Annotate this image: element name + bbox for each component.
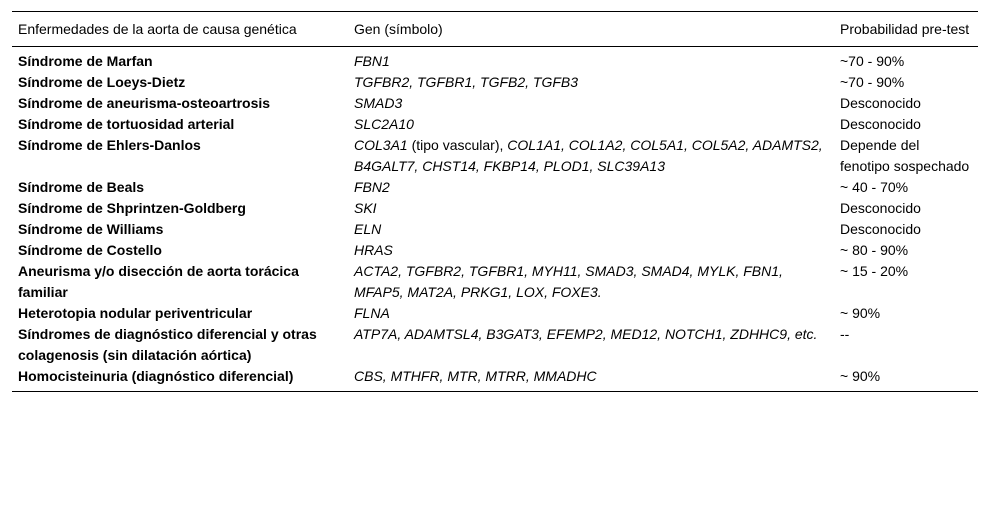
probability-cell: Desconocido: [840, 95, 921, 111]
disease-cell: Síndromes de diagnóstico diferencial y otras colagenosis (sin dilatación aórtica): [18, 326, 317, 363]
table-row: [12, 366, 978, 392]
gene-cell: FLNA: [354, 305, 390, 321]
header-disease: Enfermedades de la aorta de causa genética: [18, 21, 297, 37]
disease-cell: Aneurisma y/o disección de aorta torácica familiar: [18, 263, 299, 300]
probability-cell: ~ 40 - 70%: [840, 179, 909, 195]
gene-cell: FBN1: [354, 53, 390, 69]
gene-note: (tipo vascular),: [407, 137, 508, 153]
table-row: [12, 240, 978, 261]
table-row: [12, 72, 978, 93]
gene-cell: CBS, MTHFR, MTR, MTRR, MMADHC: [354, 368, 597, 384]
gene-list: COL1A1, COL1A2, COL5A1, COL5A2, ADAMTS2, B4GALT7, CHST14, FKBP14, PLOD1, SLC39A13: [354, 137, 823, 174]
gene-cell: ACTA2, TGFBR2, TGFBR1, MYH11, SMAD3, SMAD4, MYLK, FBN1, MFAP5, MAT2A, PRKG1, LOX, FOXE3.: [354, 263, 783, 300]
header-row: [12, 12, 978, 47]
disease-cell: Síndrome de Costello: [18, 242, 162, 258]
gene-cell: ATP7A, ADAMTSL4, B3GAT3, EFEMP2, MED12, NOTCH1, ZDHHC9, etc.: [354, 326, 818, 342]
probability-cell: ~ 90%: [840, 368, 881, 384]
table-row: [12, 114, 978, 135]
table-row: [12, 261, 978, 303]
disease-cell: Síndrome de Loeys-Dietz: [18, 74, 186, 90]
disease-cell: Síndrome de Shprintzen-Goldberg: [18, 200, 246, 216]
table-row: [12, 303, 978, 324]
probability-cell: Desconocido: [840, 221, 921, 237]
gene-cell: HRAS: [354, 242, 393, 258]
table-row: [12, 135, 978, 177]
disease-cell: Síndrome de Beals: [18, 179, 145, 195]
table-row: [12, 177, 978, 198]
gene-cell: FBN2: [354, 179, 390, 195]
table-row: [12, 324, 978, 366]
table-row: [12, 93, 978, 114]
probability-cell: ~70 - 90%: [840, 74, 905, 90]
gene-cell: SMAD3: [354, 95, 403, 111]
probability-cell: Desconocido: [840, 116, 921, 132]
disease-cell: Síndrome de Marfan: [18, 53, 153, 69]
gene-cell: SKI: [354, 200, 377, 216]
gene-cell: SLC2A10: [354, 116, 414, 132]
disease-cell: Heterotopia nodular periventricular: [18, 305, 253, 321]
probability-cell: ~ 90%: [840, 305, 881, 321]
gene-cell: ELN: [354, 221, 382, 237]
disease-cell: Síndrome de Ehlers-Danlos: [18, 137, 201, 153]
probability-cell: Depende del fenotipo sospechado: [840, 137, 970, 174]
table-row: [12, 47, 978, 73]
probability-cell: ~ 80 - 90%: [840, 242, 909, 258]
disease-cell: Homocisteinuria (diagnóstico diferencial): [18, 368, 294, 384]
header-gene: Gen (símbolo): [354, 21, 443, 37]
gene-list: COL3A1: [354, 137, 408, 153]
disease-cell: Síndrome de Williams: [18, 221, 164, 237]
probability-cell: --: [840, 326, 850, 342]
table-row: [12, 198, 978, 219]
probability-cell: ~70 - 90%: [840, 53, 905, 69]
header-probability: Probabilidad pre-test: [840, 21, 970, 37]
genetic-aortic-diseases-table: [12, 11, 978, 392]
probability-cell: Desconocido: [840, 200, 921, 216]
gene-cell: [348, 135, 834, 177]
disease-cell: Síndrome de tortuosidad arterial: [18, 116, 235, 132]
probability-cell: ~ 15 - 20%: [840, 263, 909, 279]
table-row: [12, 219, 978, 240]
gene-cell: TGFBR2, TGFBR1, TGFB2, TGFB3: [354, 74, 579, 90]
disease-cell: Síndrome de aneurisma-osteoartrosis: [18, 95, 271, 111]
